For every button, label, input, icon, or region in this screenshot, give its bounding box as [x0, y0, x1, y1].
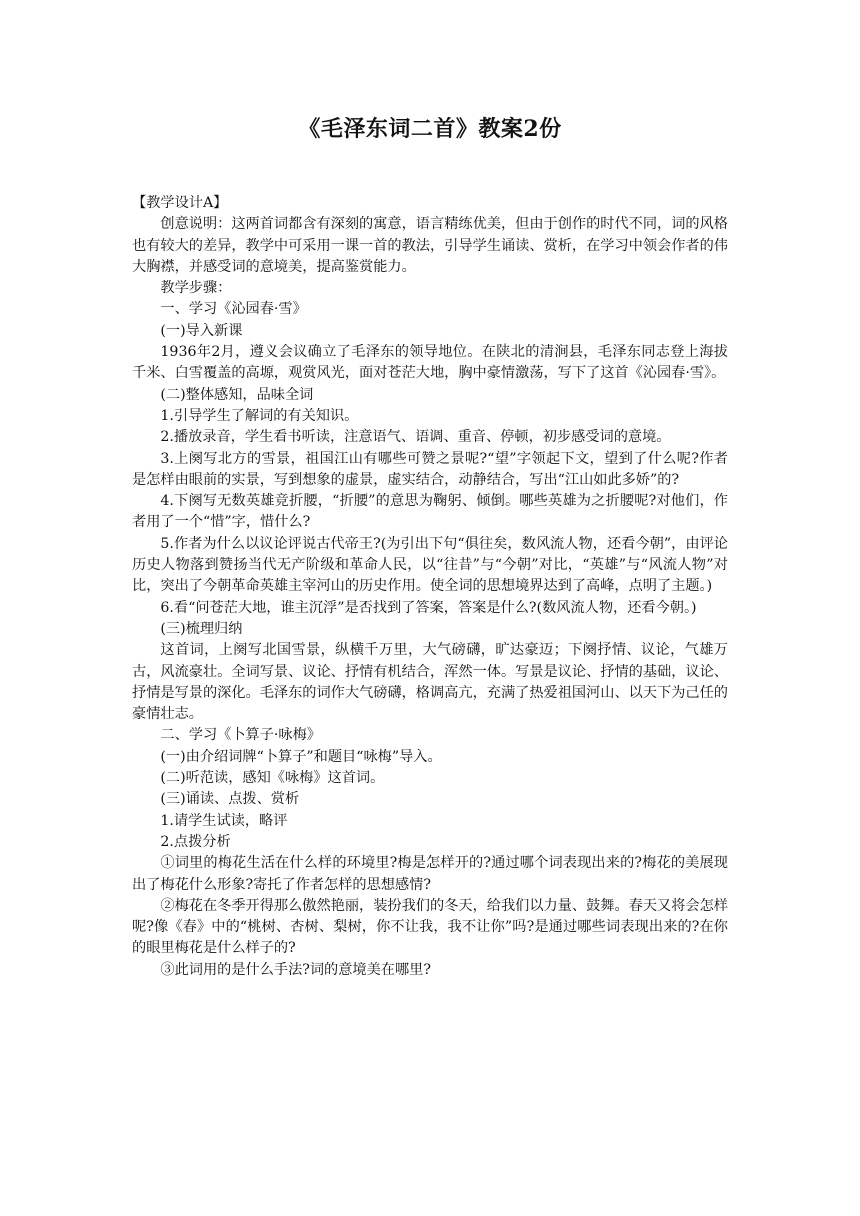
paragraph: 【教学设计A】 [132, 195, 228, 211]
paragraph: (二)整体感知，品味全词 [160, 386, 314, 403]
paragraph: (三)梳理归纳 [160, 620, 243, 637]
paragraph: 1936年2月，遵义会议确立了毛泽东的领导地位。在陕北的清涧县，毛泽东同志登上海拔千米、白雪覆盖的高塬，观赏风光，面对苍茫大地，胸中豪情激荡，写下了这首《沁园春·雪》。 [132, 344, 728, 382]
paragraph: (一)由介绍词牌“卜算子”和题目“咏梅”导入。 [160, 748, 442, 765]
paragraph: ③此词用的是什么手法?词的意境美在哪里? [160, 961, 431, 978]
paragraph: 1.请学生试读，略评 [160, 812, 288, 829]
paragraph: 二、学习《卜算子·咏梅》 [160, 727, 321, 744]
paragraph: 3.上阕写北方的雪景，祖国江山有哪些可赞之景呢?“望”字领起下文，望到了什么呢?作者是怎样由眼前的实景，写到想象的虚景，虚实结合，动静结合，写出“江山如此多娇”的? [132, 450, 728, 488]
paragraph: (三)诵读、点拨、赏析 [160, 791, 300, 808]
paragraph: 5.作者为什么以议论评说古代帝王?(为引出下句“俱往矣，数风流人物，还看今朝”，由评论历史人物落到赞扬当代无产阶级和革命人民，以“往昔”与“今朝”对比，“英雄”与“风流人物”对比，突出了今朝革命英雄主宰河山的历史作用。使全词的思想境界达到了高峰，点明了主题。) [132, 535, 728, 595]
document-title: 《毛泽东词二首》教案2份 [298, 116, 562, 142]
paragraph: 2.播放录音，学生看书听读，注意语气、语调、重音、停顿，初步感受词的意境。 [160, 429, 671, 446]
paragraph: ①词里的梅花生活在什么样的环境里?梅是怎样开的?通过哪个词表现出来的?梅花的美展现出了梅花什么形象?寄托了作者怎样的思想感情? [132, 855, 728, 893]
document-body [132, 193, 728, 981]
paragraph: 教学步骤： [160, 280, 232, 297]
paragraph: ②梅花在冬季开得那么傲然艳丽，装扮我们的冬天，给我们以力量、鼓舞。春天又将会怎样呢?像《春》中的“桃树、杏树、梨树，你不让我，我不让你”吗?是通过哪些词表现出来的?在你的眼里梅花是什么样子的? [132, 897, 728, 957]
paragraph: 1.引导学生了解词的有关知识。 [160, 407, 359, 424]
paragraph: 创意说明：这两首词都含有深刻的寓意，语言精练优美，但由于创作的时代不同，词的风格也有较大的差异，教学中可采用一课一首的教法，引导学生诵读、赏析，在学习中领会作者的伟大胸襟，并感受词的意境美，提高鉴赏能力。 [132, 216, 728, 275]
paragraph: (一)导入新课 [160, 322, 243, 339]
paragraph: 2.点拨分析 [160, 833, 231, 850]
paragraph: 4.下阕写无数英雄竞折腰，“折腰”的意思为鞠躬、倾倒。哪些英雄为之折腰呢?对他们，作者用了一个“惜”字，惜什么? [132, 493, 728, 531]
paragraph: 这首词，上阕写北国雪景，纵横千万里，大气磅礴，旷达豪迈；下阕抒情、议论，气雄万古，风流豪壮。全词写景、议论、抒情有机结合，浑然一体。写景是议论、抒情的基础，议论、抒情是写景的深化。毛泽东的词作大气磅礴，格调高亢，充满了热爱祖国河山、以天下为己任的豪情壮志。 [132, 642, 728, 723]
paragraph: (二)听范读，感知《咏梅》这首词。 [160, 770, 385, 787]
paragraph: 6.看“问苍茫大地，谁主沉浮”是否找到了答案，答案是什么?(数风流人物，还看今朝。) [160, 599, 697, 616]
paragraph: 一、学习《沁园春·雪》 [160, 301, 307, 318]
